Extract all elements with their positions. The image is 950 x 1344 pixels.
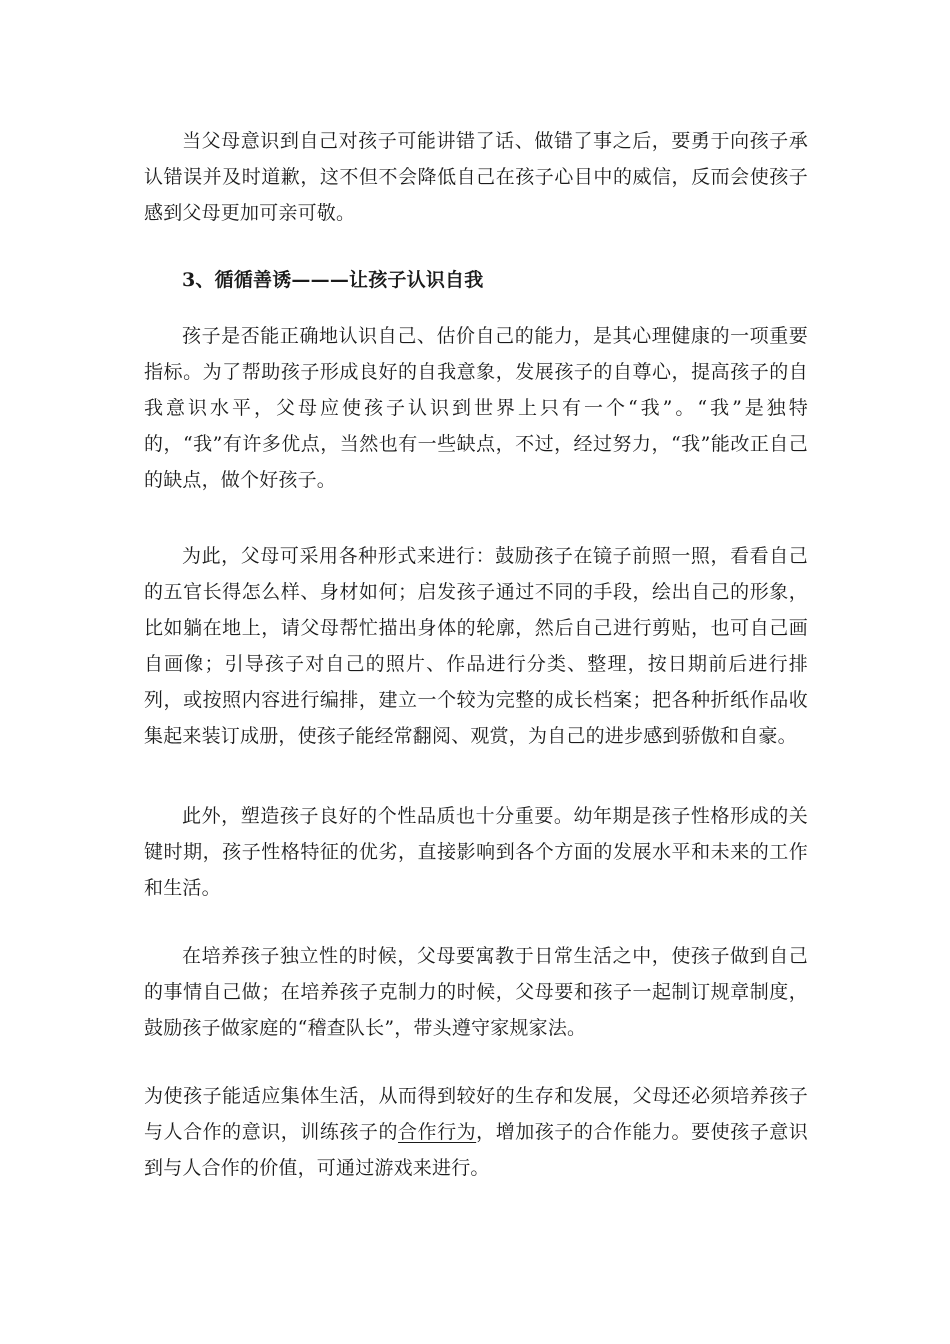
paragraph-methods: 为此，父母可采用各种形式来进行：鼓励孩子在镜子前照一照，看看自己的五官长得怎么样、身材如何；启发孩子通过不同的手段，绘出自己的形象，比如躺在地上，请父母帮忙描出身体的轮廓，然后自己进行剪贴，也可自己画自画像；引导孩子对自己的照片、作品进行分类、整理，按日期前后进行排列，或按照内容进行编排，建立一个较为完整的成长档案；把各种折纸作品收集起来装订成册，使孩子能经常翻阅、观赏，为自己的进步感到骄傲和自豪。 bbox=[144, 545, 808, 747]
cooperation-text-end: ，增加孩子的合作能力。要使孩子意识到与人合作的价值，可通过游戏来进行。 bbox=[144, 1121, 808, 1179]
section-heading: 3、循循善诱———让孩子认识自我 bbox=[182, 269, 484, 291]
paragraph-cooperation bbox=[144, 1078, 808, 1186]
paragraph-self-awareness: 孩子是否能正确地认识自己、估价自己的能力，是其心理健康的一项重要指标。为了帮助孩子形成良好的自我意象，发展孩子的自尊心，提高孩子的自我意识水平，父母应使孩子认识到世界上只有一个“我”。“我”是独特的，“我”有许多优点，当然也有一些缺点，不过，经过努力，“我”能改正自己的缺点，做个好孩子。 bbox=[144, 325, 808, 491]
paragraph-apology: 当父母意识到自己对孩子可能讲错了话、做错了事之后，要勇于向孩子承认错误并及时道歉，这不但不会降低自己在孩子心目中的威信，反而会使孩子感到父母更加可亲可敬。 bbox=[144, 130, 808, 224]
paragraph-personality: 此外，塑造孩子良好的个性品质也十分重要。幼年期是孩子性格形成的关键时期，孩子性格特征的优劣，直接影响到各个方面的发展水平和未来的工作和生活。 bbox=[144, 805, 808, 899]
cooperation-behavior-link[interactable]: 合作行为 bbox=[398, 1121, 477, 1143]
cooperation-text-start: 为使孩子能适应集体生活，从而得到较好的生存和发展，父母还必须培养孩子与人合作的意识，训练孩子的 bbox=[144, 1085, 808, 1143]
paragraph-independence: 在培养孩子独立性的时候，父母要寓教于日常生活之中，使孩子做到自己的事情自己做；在培养孩子克制力的时候，父母要和孩子一起制订规章制度，鼓励孩子做家庭的“稽查队长”，带头遵守家规家法。 bbox=[144, 945, 808, 1039]
